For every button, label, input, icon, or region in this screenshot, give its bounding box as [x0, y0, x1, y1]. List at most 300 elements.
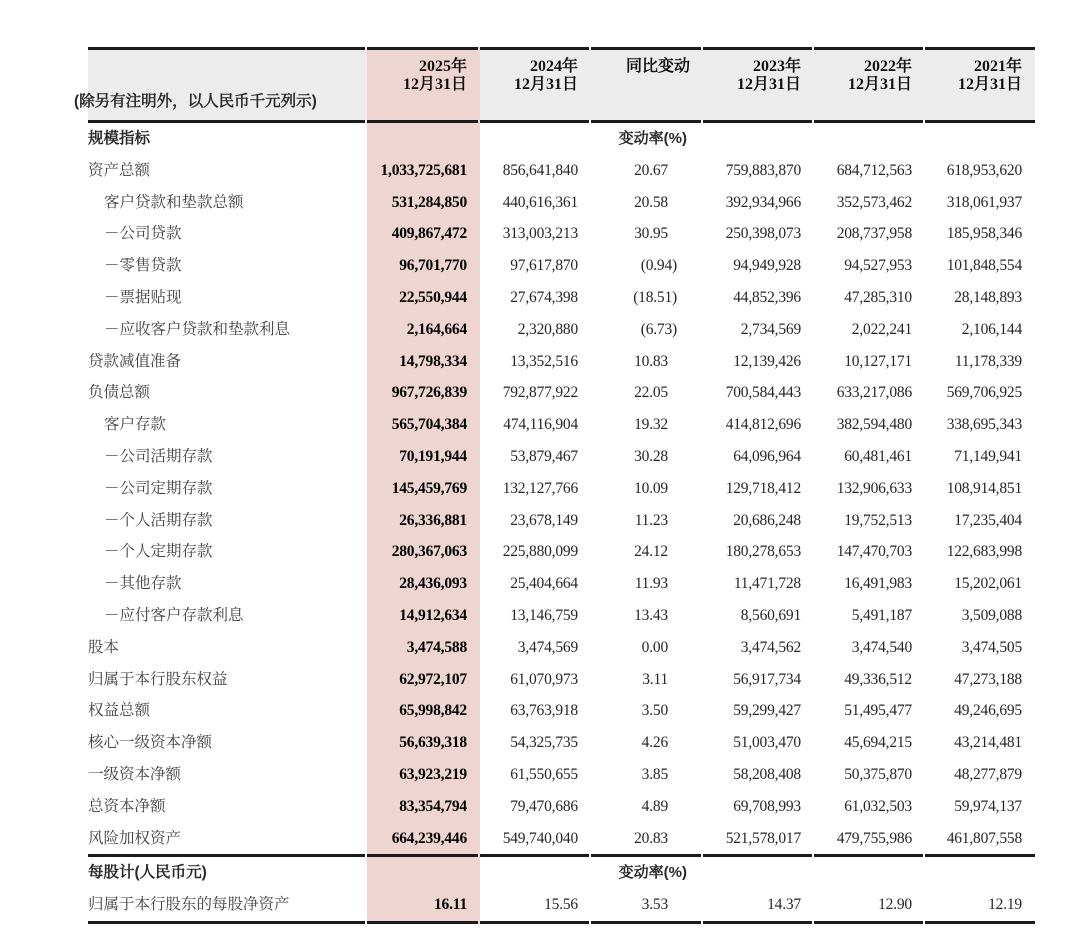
row-label: 客户贷款和垫款总额: [104, 193, 244, 211]
value-cell: [480, 441, 591, 473]
table-header: [74, 50, 1035, 120]
row-label-cell: [88, 791, 367, 823]
table-row: [88, 282, 1035, 314]
value-text: 14,798,334: [399, 352, 467, 370]
empty-cell: [480, 123, 591, 155]
value-cell: [480, 282, 591, 314]
row-label: 贷款减值准备: [88, 352, 182, 370]
value-cell: [480, 155, 591, 187]
value-text: 22,550,944: [399, 288, 467, 306]
table-row: [88, 473, 1035, 505]
table-row: [88, 155, 1035, 187]
value-text: 633,217,086: [836, 384, 912, 402]
empty-cell: [925, 123, 1035, 155]
column-header-text: [925, 50, 1035, 104]
row-label-cell: [88, 568, 367, 600]
year-label: 2024年: [529, 58, 578, 75]
value-text: 382,594,480: [836, 416, 912, 434]
value-cell: [367, 250, 480, 282]
value-cell: [925, 889, 1035, 921]
value-text: 129,718,412: [725, 479, 801, 497]
value-cell: [703, 250, 814, 282]
change-rate-note-cell: [591, 857, 703, 889]
value-text: 684,712,563: [836, 161, 912, 179]
value-cell: [480, 632, 591, 664]
section-title: 规模指标: [88, 130, 151, 147]
value-cell: [367, 218, 480, 250]
value-text: 549,740,040: [502, 829, 578, 847]
table-row: [88, 536, 1035, 568]
value-text: 618,953,620: [946, 161, 1022, 179]
value-text: 11.93: [634, 575, 668, 593]
value-cell: [367, 346, 480, 378]
value-cell: [367, 314, 480, 346]
value-text: 79,470,686: [510, 797, 578, 815]
date-label: 12月31日: [736, 76, 801, 94]
value-cell: [591, 632, 703, 664]
value-text: 28,148,893: [954, 288, 1022, 306]
value-text: 10.83: [634, 352, 668, 370]
value-text: 392,934,966: [725, 193, 801, 211]
row-label: －零售贷款: [104, 257, 182, 275]
value-cell: [703, 187, 814, 219]
value-text: 664,239,446: [391, 829, 467, 847]
value-text: 69,708,993: [733, 797, 801, 815]
value-text: 440,616,361: [502, 193, 578, 211]
value-cell: [367, 664, 480, 696]
row-label-cell: [88, 218, 367, 250]
row-label-cell: [88, 346, 367, 378]
row-label-cell: [88, 695, 367, 727]
table-row: [88, 346, 1035, 378]
year-label: 2023年: [752, 58, 801, 75]
value-cell: [367, 473, 480, 505]
year-label: 2022年: [863, 58, 912, 75]
value-text: 225,880,099: [502, 543, 578, 561]
value-cell: [480, 218, 591, 250]
empty-cell: [367, 123, 480, 155]
row-label-cell: [88, 377, 367, 409]
value-cell: [814, 187, 925, 219]
value-cell: [591, 346, 703, 378]
row-label: 核心一级资本净额: [88, 734, 213, 752]
value-cell: [925, 314, 1035, 346]
value-cell: [591, 187, 703, 219]
value-cell: [814, 632, 925, 664]
row-label: －个人活期存款: [104, 511, 213, 529]
value-cell: [703, 600, 814, 632]
value-cell: [591, 155, 703, 187]
value-cell: [925, 155, 1035, 187]
value-text: 4.26: [641, 734, 668, 752]
value-cell: [814, 377, 925, 409]
empty-cell: [367, 857, 480, 889]
value-text: 13.43: [634, 606, 668, 624]
row-label: －公司定期存款: [104, 479, 213, 497]
value-text: 19.32: [634, 416, 668, 434]
value-cell: [480, 727, 591, 759]
table-row: [88, 727, 1035, 759]
value-text: 318,061,937: [946, 193, 1022, 211]
value-cell: [591, 695, 703, 727]
row-label: －公司活期存款: [104, 447, 213, 465]
value-cell: [367, 727, 480, 759]
value-text: 8,560,691: [740, 606, 801, 624]
row-label-cell: [88, 536, 367, 568]
value-text: [591, 250, 703, 282]
row-label: 负债总额: [88, 384, 151, 402]
column-header-text: [703, 50, 814, 104]
row-label-cell: [88, 889, 367, 921]
value-cell: [480, 346, 591, 378]
row-label-cell: [88, 759, 367, 791]
value-text: 352,573,462: [836, 193, 912, 211]
value-text: [591, 282, 703, 314]
value-cell: [925, 187, 1035, 219]
value-text: 185,958,346: [946, 225, 1022, 243]
value-cell: [367, 823, 480, 855]
value-cell: [480, 250, 591, 282]
change-column-label: 同比变动: [625, 58, 690, 75]
column-header-text: [480, 50, 591, 104]
value-text: 61,550,655: [510, 765, 578, 783]
value-cell: [367, 441, 480, 473]
value-cell: [925, 759, 1035, 791]
table-row: [88, 409, 1035, 441]
row-label: 归属于本行股东权益: [88, 670, 228, 688]
table-row: [88, 568, 1035, 600]
value-text: 20.83: [634, 829, 668, 847]
value-cell: [925, 250, 1035, 282]
value-cell: [925, 473, 1035, 505]
column-header-2021年: [925, 50, 1035, 120]
value-text: 71,149,941: [954, 447, 1022, 465]
row-label: －个人定期存款: [104, 543, 213, 561]
value-text: 147,470,703: [836, 543, 912, 561]
negative-value: (6.73): [640, 320, 677, 338]
value-cell: [703, 632, 814, 664]
table-row: [88, 889, 1035, 921]
value-cell: [480, 695, 591, 727]
value-text: 2,106,144: [961, 320, 1022, 338]
value-text: 856,641,840: [502, 161, 578, 179]
value-cell: [480, 409, 591, 441]
value-text: 51,003,470: [733, 734, 801, 752]
value-cell: [703, 889, 814, 921]
value-text: 61,070,973: [510, 670, 578, 688]
value-text: 1,033,725,681: [380, 161, 467, 179]
value-text: 565,704,384: [391, 416, 467, 434]
row-label: －应付客户存款利息: [104, 606, 244, 624]
row-label: －公司贷款: [104, 225, 182, 243]
value-cell: [814, 600, 925, 632]
value-cell: [814, 409, 925, 441]
value-cell: [703, 759, 814, 791]
value-text: 22.05: [634, 384, 668, 402]
value-cell: [591, 664, 703, 696]
value-cell: [591, 282, 703, 314]
value-cell: [814, 823, 925, 855]
value-text: 479,755,986: [836, 829, 912, 847]
section-title-cell: [88, 123, 367, 155]
value-text: 50,375,870: [844, 765, 912, 783]
value-text: 180,278,653: [725, 543, 801, 561]
value-cell: [591, 218, 703, 250]
value-text: 27,674,398: [510, 288, 578, 306]
value-cell: [814, 218, 925, 250]
value-text: 12,139,426: [733, 352, 801, 370]
row-label-cell: [88, 664, 367, 696]
value-text: 531,284,850: [391, 193, 467, 211]
value-text: 56,639,318: [399, 734, 467, 752]
value-cell: [703, 568, 814, 600]
value-text: 43,214,481: [954, 734, 1022, 752]
negative-value: (0.94): [640, 257, 677, 275]
value-cell: [367, 187, 480, 219]
value-text: 3.50: [641, 702, 668, 720]
value-text: 3,474,505: [961, 638, 1022, 656]
negative-value: (18.51): [633, 288, 677, 306]
value-cell: [814, 441, 925, 473]
empty-cell: [814, 857, 925, 889]
value-text: 474,116,904: [503, 416, 578, 434]
value-text: 45,694,215: [844, 734, 912, 752]
value-text: 967,726,839: [391, 384, 467, 402]
rule-line: [480, 921, 589, 924]
value-cell: [703, 505, 814, 537]
value-cell: [480, 889, 591, 921]
value-cell: [703, 314, 814, 346]
value-text: 97,617,870: [510, 257, 578, 275]
value-cell: [367, 536, 480, 568]
rule-segment: [480, 921, 591, 924]
row-label: －应收客户贷款和垫款利息: [104, 320, 291, 338]
value-text: 62,972,107: [399, 670, 467, 688]
rule-segment: [591, 921, 703, 924]
value-text: 3.85: [641, 765, 668, 783]
value-text: 409,867,472: [391, 225, 467, 243]
value-text: 63,923,219: [399, 765, 467, 783]
value-text: 48,277,879: [954, 765, 1022, 783]
value-cell: [367, 568, 480, 600]
row-label: 资产总额: [88, 161, 151, 179]
value-text: 101,848,554: [946, 257, 1022, 275]
value-cell: [591, 377, 703, 409]
value-text: 20.58: [634, 193, 668, 211]
value-text: 122,683,998: [946, 543, 1022, 561]
change-rate-note: 变动率(%): [618, 864, 687, 882]
value-text: 700,584,443: [725, 384, 801, 402]
value-cell: [814, 536, 925, 568]
value-text: 23,678,149: [510, 511, 578, 529]
value-cell: [703, 473, 814, 505]
value-text: 132,127,766: [502, 479, 578, 497]
value-text: 94,527,953: [844, 257, 912, 275]
value-cell: [591, 568, 703, 600]
value-cell: [925, 505, 1035, 537]
value-cell: [703, 695, 814, 727]
value-cell: [367, 282, 480, 314]
table-row: [88, 632, 1035, 664]
value-cell: [591, 409, 703, 441]
row-label: 股本: [88, 638, 120, 656]
rule-segment: [814, 921, 925, 924]
row-label-cell: [88, 441, 367, 473]
value-text: 2,164,664: [406, 320, 467, 338]
value-cell: [591, 473, 703, 505]
value-text: 250,398,073: [725, 225, 801, 243]
row-label-cell: [88, 155, 367, 187]
rule-line: [591, 921, 701, 924]
value-text: 145,459,769: [391, 479, 467, 497]
value-text: 2,022,241: [851, 320, 912, 338]
row-label-cell: [88, 250, 367, 282]
value-cell: [925, 727, 1035, 759]
value-text: 3.53: [641, 896, 668, 914]
empty-cell: [480, 857, 591, 889]
value-text: 461,807,558: [946, 829, 1022, 847]
value-cell: [925, 632, 1035, 664]
value-text: 14.37: [767, 896, 801, 914]
value-cell: [814, 314, 925, 346]
value-text: 3,474,569: [517, 638, 578, 656]
value-cell: [480, 536, 591, 568]
value-text: 414,812,696: [725, 416, 801, 434]
value-cell: [480, 314, 591, 346]
value-text: 63,763,918: [510, 702, 578, 720]
value-text: 20,686,248: [733, 511, 801, 529]
value-cell: [480, 664, 591, 696]
value-cell: [367, 377, 480, 409]
row-label-cell: [88, 632, 367, 664]
value-text: 12.90: [878, 896, 912, 914]
value-cell: [703, 377, 814, 409]
value-cell: [814, 473, 925, 505]
value-text: 338,695,343: [946, 416, 1022, 434]
table-row: [88, 664, 1035, 696]
financial-summary-table: [74, 47, 1035, 924]
value-text: 15,202,061: [954, 575, 1022, 593]
row-label: 客户存款: [104, 416, 167, 434]
value-text: 759,883,870: [725, 161, 801, 179]
row-label: －票据贴现: [104, 288, 182, 306]
value-cell: [591, 727, 703, 759]
value-text: 65,998,842: [399, 702, 467, 720]
year-label: 2021年: [973, 58, 1022, 75]
value-cell: [591, 314, 703, 346]
table-row: [88, 314, 1035, 346]
value-cell: [814, 791, 925, 823]
empty-cell: [814, 123, 925, 155]
value-text: 14,912,634: [399, 606, 467, 624]
column-header-change: [591, 50, 703, 120]
value-cell: [925, 695, 1035, 727]
date-label: 12月31日: [957, 76, 1022, 94]
section-title: 每股计(人民币元): [88, 864, 207, 882]
value-cell: [480, 759, 591, 791]
value-text: 96,701,770: [399, 257, 467, 275]
value-text: 49,336,512: [844, 670, 912, 688]
value-cell: [367, 632, 480, 664]
column-header-2022年: [814, 50, 925, 120]
rule-segment: [88, 921, 367, 924]
value-cell: [925, 282, 1035, 314]
value-text: 61,032,503: [844, 797, 912, 815]
value-text: 3,509,088: [961, 606, 1022, 624]
value-text: 49,246,695: [954, 702, 1022, 720]
value-text: 17,235,404: [954, 511, 1022, 529]
value-cell: [367, 409, 480, 441]
value-cell: [703, 823, 814, 855]
value-cell: [925, 218, 1035, 250]
value-cell: [367, 505, 480, 537]
value-text: 30.95: [634, 225, 668, 243]
value-cell: [703, 664, 814, 696]
value-cell: [367, 600, 480, 632]
value-text: 13,352,516: [510, 352, 578, 370]
column-header-2025年: [367, 50, 480, 120]
row-label-cell: [88, 823, 367, 855]
unit-note-cell: [74, 50, 367, 120]
value-cell: [703, 441, 814, 473]
row-label: 总资本净额: [88, 797, 166, 815]
value-text: 70,191,944: [399, 447, 467, 465]
value-text: 0.00: [641, 638, 668, 656]
value-cell: [925, 823, 1035, 855]
empty-cell: [925, 857, 1035, 889]
value-cell: [925, 791, 1035, 823]
table-row: [88, 250, 1035, 282]
value-cell: [814, 727, 925, 759]
value-text: 3,474,562: [740, 638, 801, 656]
value-cell: [367, 695, 480, 727]
date-label: 12月31日: [847, 76, 912, 94]
column-header-text: [367, 50, 480, 104]
value-cell: [591, 505, 703, 537]
value-text: 58,208,408: [733, 765, 801, 783]
value-text: 3.11: [642, 670, 668, 688]
value-cell: [480, 505, 591, 537]
value-cell: [703, 536, 814, 568]
rule-line: [367, 921, 478, 924]
table-row: [88, 377, 1035, 409]
value-text: 2,734,569: [740, 320, 801, 338]
unit-note-label: (除另有注明外，以人民币千元列示): [74, 93, 317, 110]
value-text: 54,325,735: [510, 734, 578, 752]
value-text: 3,474,540: [851, 638, 912, 656]
value-cell: [480, 823, 591, 855]
value-cell: [925, 409, 1035, 441]
value-text: 59,299,427: [733, 702, 801, 720]
value-text: 30.28: [634, 447, 668, 465]
empty-cell: [703, 123, 814, 155]
date-label: 12月31日: [513, 76, 578, 94]
value-text: 10.09: [634, 479, 668, 497]
table-row: [88, 187, 1035, 219]
value-text: 53,879,467: [510, 447, 578, 465]
value-cell: [367, 759, 480, 791]
section-header-row: [88, 857, 1035, 889]
value-text: 26,336,881: [399, 511, 467, 529]
value-cell: [480, 600, 591, 632]
section-title-cell: [88, 857, 367, 889]
rule-line: [925, 921, 1035, 924]
value-text: 11.23: [634, 511, 668, 529]
value-text: 59,974,137: [954, 797, 1022, 815]
value-text: 20.67: [634, 161, 668, 179]
value-text: 132,906,633: [836, 479, 912, 497]
value-cell: [925, 600, 1035, 632]
